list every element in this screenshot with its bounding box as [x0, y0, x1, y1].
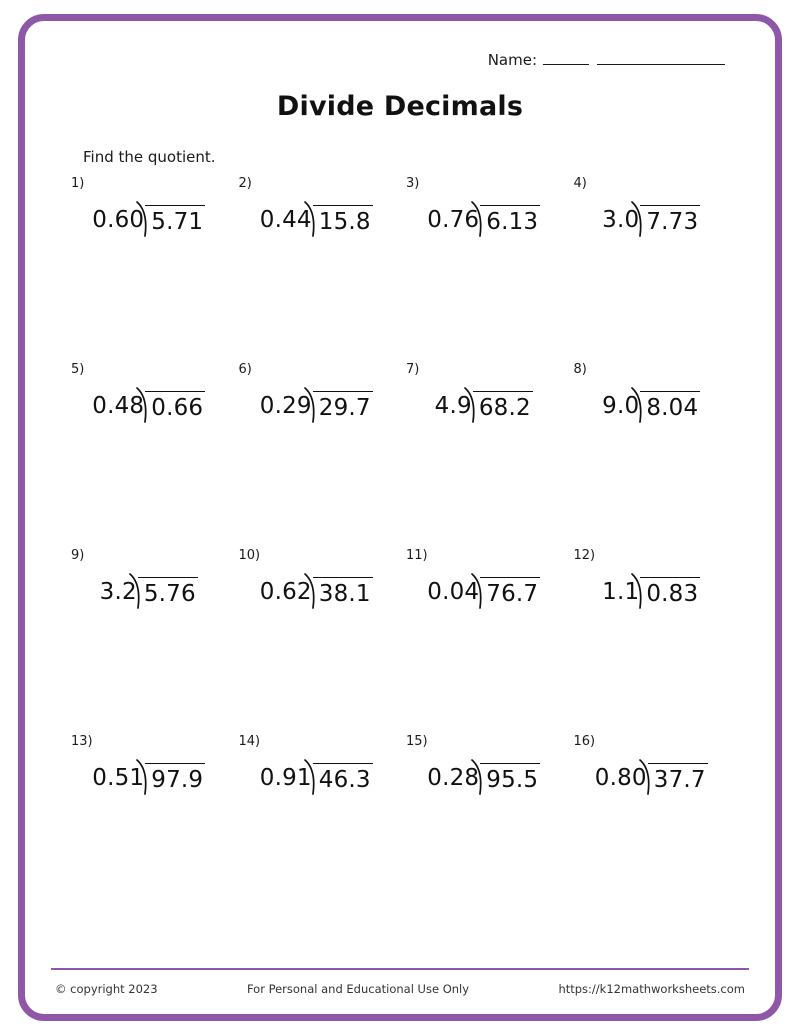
problem-number: 2): [238, 176, 252, 191]
long-division-expression: [427, 760, 540, 792]
dividend: 7.73: [640, 205, 700, 234]
divisor: 0.62: [259, 579, 312, 605]
division-problem: [568, 388, 736, 420]
problem-number: 16): [573, 734, 596, 749]
division-hook-icon: [639, 759, 650, 793]
division-bracket-icon: [313, 202, 373, 234]
problem-number: 3): [406, 176, 420, 191]
division-problem: [233, 760, 401, 792]
problem-cell: [233, 358, 401, 544]
problem-cell: [65, 358, 233, 544]
problem-number: 15): [406, 734, 428, 749]
division-bracket-icon: [480, 202, 540, 234]
dividend: 38.1: [313, 577, 373, 606]
problem-number: 6): [238, 362, 252, 377]
dividend: 76.7: [480, 577, 540, 606]
division-hook-icon: [304, 759, 315, 793]
long-division-expression: [427, 202, 540, 234]
problem-number: 9): [71, 548, 85, 563]
division-problem: [568, 202, 736, 234]
division-problem: [65, 760, 233, 792]
division-problem: [233, 388, 401, 420]
division-problem: [65, 388, 233, 420]
divisor: 1.1: [602, 579, 640, 605]
problem-cell: [400, 544, 568, 730]
divisor: 0.76: [427, 207, 480, 233]
long-division-expression: [602, 388, 700, 420]
division-hook-icon: [304, 201, 315, 235]
problem-number: 10): [238, 548, 261, 563]
problem-number: 4): [573, 176, 587, 191]
problem-cell: [233, 172, 401, 358]
long-division-expression: [92, 760, 205, 792]
division-hook-icon: [471, 573, 482, 607]
worksheet-border: [18, 14, 782, 1021]
long-division-expression: [92, 202, 205, 234]
division-bracket-icon: [145, 388, 205, 420]
long-division-expression: [92, 388, 205, 420]
division-bracket-icon: [313, 388, 373, 420]
division-bracket-icon: [313, 574, 373, 606]
name-blank-long[interactable]: [597, 51, 725, 65]
problem-cell: [400, 730, 568, 916]
problem-number: 14): [238, 734, 261, 749]
division-hook-icon: [304, 387, 315, 421]
division-problem: [233, 202, 401, 234]
division-hook-icon: [136, 201, 147, 235]
dividend: 8.04: [640, 391, 700, 420]
long-division-expression: [100, 574, 198, 606]
dividend: 5.76: [138, 577, 198, 606]
long-division-expression: [427, 574, 540, 606]
problem-number: 11): [406, 548, 428, 563]
problem-cell: [65, 544, 233, 730]
division-hook-icon: [631, 573, 642, 607]
problem-number: 7): [406, 362, 420, 377]
long-division-expression: [602, 202, 700, 234]
division-hook-icon: [136, 387, 147, 421]
problem-cell: [568, 358, 736, 544]
footer-url[interactable]: https://k12mathworksheets.com: [558, 982, 745, 996]
divisor: 3.0: [602, 207, 640, 233]
long-division-expression: [595, 760, 708, 792]
footer-copyright: © copyright 2023: [55, 982, 158, 996]
long-division-expression: [260, 760, 373, 792]
footer-usage: For Personal and Educational Use Only: [246, 982, 470, 996]
long-division-expression: [260, 388, 373, 420]
division-problem: [65, 574, 233, 606]
division-bracket-icon: [480, 574, 540, 606]
division-bracket-icon: [640, 388, 700, 420]
instruction-text: Find the quotient.: [83, 148, 216, 166]
name-row: [65, 51, 735, 69]
division-hook-icon: [631, 387, 642, 421]
divisor: 0.51: [92, 765, 145, 791]
divisor: 0.28: [427, 765, 480, 791]
problem-cell: [568, 172, 736, 358]
division-bracket-icon: [473, 388, 533, 420]
dividend: 0.66: [145, 391, 205, 420]
divisor: 0.48: [92, 393, 145, 419]
dividend: 6.13: [480, 205, 540, 234]
problem-number: 12): [573, 548, 596, 563]
dividend: 46.3: [313, 763, 373, 792]
problem-cell: [233, 730, 401, 916]
divisor: 0.44: [259, 207, 312, 233]
division-hook-icon: [631, 201, 642, 235]
division-bracket-icon: [640, 574, 700, 606]
division-problem: [400, 202, 568, 234]
division-hook-icon: [136, 759, 147, 793]
divisor: 3.2: [99, 579, 137, 605]
division-hook-icon: [129, 573, 140, 607]
divisor: 0.60: [92, 207, 145, 233]
division-bracket-icon: [138, 574, 198, 606]
division-hook-icon: [304, 573, 315, 607]
division-problem: [400, 760, 568, 792]
problem-number: 5): [71, 362, 85, 377]
division-problem: [65, 202, 233, 234]
division-bracket-icon: [313, 760, 373, 792]
name-blank-short[interactable]: [543, 51, 589, 65]
dividend: 37.7: [648, 763, 708, 792]
problem-cell: [65, 172, 233, 358]
problem-cell: [65, 730, 233, 916]
problem-cell: [568, 730, 736, 916]
problem-cell: [400, 172, 568, 358]
dividend: 29.7: [313, 391, 373, 420]
problem-number: 1): [71, 176, 85, 191]
dividend: 5.71: [145, 205, 205, 234]
problem-cell: [400, 358, 568, 544]
long-division-expression: [602, 574, 700, 606]
division-problem: [233, 574, 401, 606]
long-division-expression: [260, 574, 373, 606]
divisor: 0.04: [427, 579, 480, 605]
division-problem: [400, 388, 568, 420]
dividend: 68.2: [473, 391, 533, 420]
divisor: 4.9: [434, 393, 472, 419]
dividend: 0.83: [640, 577, 700, 606]
dividend: 15.8: [313, 205, 373, 234]
problem-number: 13): [71, 734, 93, 749]
footer: [55, 982, 745, 996]
division-hook-icon: [471, 201, 482, 235]
problem-cell: [568, 544, 736, 730]
division-problem: [568, 574, 736, 606]
problem-cell: [233, 544, 401, 730]
division-bracket-icon: [145, 760, 205, 792]
long-division-expression: [260, 202, 373, 234]
dividend: 97.9: [145, 763, 205, 792]
division-bracket-icon: [480, 760, 540, 792]
page-title: Divide Decimals: [276, 91, 524, 122]
division-hook-icon: [464, 387, 475, 421]
divisor: 9.0: [602, 393, 640, 419]
division-bracket-icon: [640, 202, 700, 234]
division-bracket-icon: [648, 760, 708, 792]
division-bracket-icon: [145, 202, 205, 234]
division-problem: [568, 760, 736, 792]
dividend: 95.5: [480, 763, 540, 792]
problem-grid: [65, 172, 735, 916]
division-problem: [400, 574, 568, 606]
long-division-expression: [435, 388, 533, 420]
footer-divider: [51, 968, 749, 970]
problem-number: 8): [573, 362, 587, 377]
divisor: 0.80: [594, 765, 647, 791]
divisor: 0.91: [259, 765, 312, 791]
division-hook-icon: [471, 759, 482, 793]
name-label: Name:: [487, 51, 537, 69]
divisor: 0.29: [259, 393, 312, 419]
worksheet-content: [25, 21, 775, 1014]
